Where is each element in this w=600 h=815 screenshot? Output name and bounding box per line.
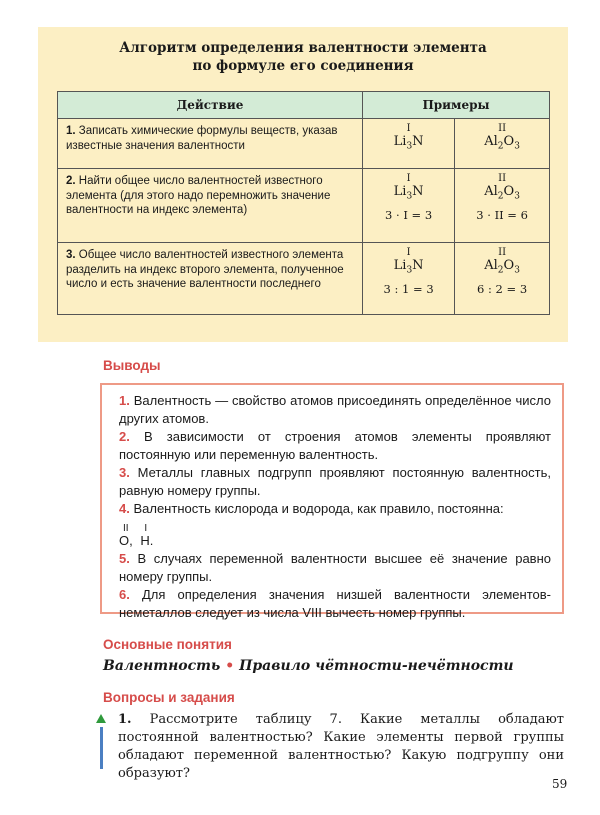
valence-label: I: [406, 123, 411, 134]
concept-term: Валентность: [103, 658, 221, 674]
example-cell: [363, 119, 455, 169]
bullet-separator: •: [225, 658, 235, 674]
conclusion-item: 1. Валентность — свойство атомов присоединять определённое число других атомов.: [119, 393, 551, 426]
chemical-formula: $Li_3N$: [393, 258, 424, 276]
conclusion-item: 4. Валентность кислорода и водорода, как правило, постоянна: II O, I H.: [119, 501, 504, 548]
oxygen-symbol: O,: [119, 533, 133, 548]
table-row: [58, 119, 550, 169]
example-cell: [363, 243, 455, 315]
table-row: [58, 169, 550, 243]
tasks-heading: Вопросы и задания: [103, 690, 235, 705]
chemical-formula: $Al_2O_3$: [484, 184, 520, 202]
algorithm-table: [57, 91, 550, 315]
concept-term: Правило чётности-нечётности: [239, 658, 514, 674]
hydrogen-symbol: H.: [140, 533, 154, 548]
column-header-action: Действие: [58, 92, 363, 119]
chemical-formula: $Al_2O_3$: [484, 134, 520, 152]
chemical-formula: $Al_2O_3$: [484, 258, 520, 276]
conclusion-item: 2. В зависимости от строения атомов элементы проявляют постоянную или переменную валентность.: [119, 429, 551, 462]
example-cell: [455, 243, 550, 315]
valence-label: II: [498, 247, 507, 258]
algorithm-box: [38, 27, 568, 342]
example-cell: [455, 119, 550, 169]
action-cell: 2. Найти общее число валентностей известного элемента (для этого надо перемножить значение валентности на индекс элемента): [58, 169, 363, 243]
conclusions-heading: Выводы: [103, 358, 161, 373]
chemical-formula: $Li_3N$: [393, 184, 424, 202]
conclusions-list: [119, 392, 551, 622]
conclusion-item: 6. Для определения значения низшей валентности элементов-неметаллов следует из числа VIII вычесть номер группы.: [119, 587, 551, 620]
conclusion-item: 5. В случаях переменной валентности высшее её значение равно номеру группы.: [119, 551, 551, 584]
concepts-heading: Основные понятия: [103, 637, 232, 652]
conclusions-box: [100, 383, 564, 620]
example-cell: [363, 169, 455, 243]
calculation: 3 · I = 3: [385, 207, 433, 222]
oxygen-valence: II: [123, 523, 129, 534]
chemical-formula: $Li_3N$: [393, 134, 424, 152]
calculation: 3 : 1 = 3: [383, 281, 434, 296]
valence-label: I: [406, 173, 411, 184]
valence-label: I: [406, 247, 411, 258]
column-header-examples: Примеры: [363, 92, 550, 119]
page-number: 59: [552, 777, 568, 791]
example-cell: [455, 169, 550, 243]
calculation: 6 : 2 = 3: [477, 281, 528, 296]
task-item: 1. Рассмотрите таблицу 7. Какие металлы обладают постоянной валентностью? Какие элементы первой группы обладают переменной валентностью? Какую подгруппу они образуют?: [118, 712, 564, 781]
hydrogen-valence: I: [144, 523, 148, 534]
triangle-marker-icon: [96, 714, 106, 723]
action-cell: 3. Общее число валентностей известного элемента разделить на индекс второго элемента, полученное число и есть значение валентности последнего: [58, 243, 363, 315]
algorithm-title: Алгоритм определения валентности элемента по формуле его соединения: [119, 40, 487, 74]
task-side-bar: [100, 727, 103, 769]
table-row: [58, 243, 550, 315]
concepts-terms: [103, 658, 514, 674]
valence-label: II: [498, 123, 507, 134]
valence-label: II: [498, 173, 507, 184]
calculation: 3 · II = 6: [476, 207, 528, 222]
conclusion-item: 3. Металлы главных подгрупп проявляют постоянную валентность, равную номеру группы.: [119, 465, 551, 498]
action-cell: 1. Записать химические формулы веществ, указав известные значения валентности: [58, 119, 363, 169]
